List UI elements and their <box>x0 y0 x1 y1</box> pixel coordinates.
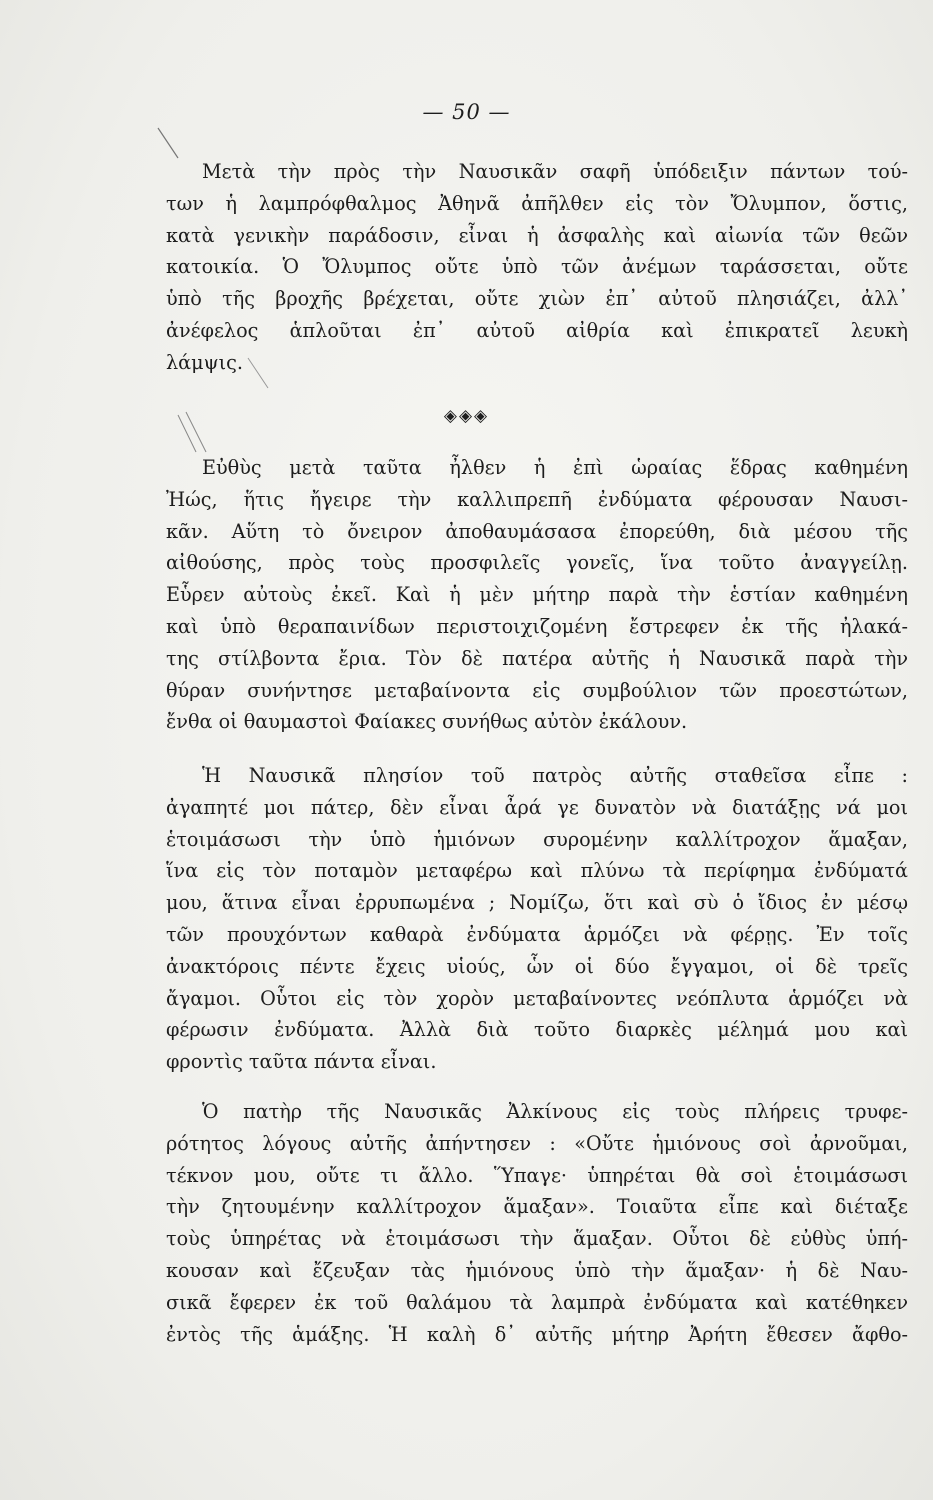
text-line: της στίλβοντα ἔρια. Τὸν δὲ πατέρα αὐτῆς ἡ Ναυσικᾶ παρὰ τὴν <box>166 646 908 670</box>
text-line: φέρωσιν ἐνδύματα. Ἀλλὰ διὰ τοῦτο διαρκὲς μέλημά μου καὶ <box>166 1018 908 1042</box>
text-line: ἀνέφελος ἁπλοῦται ἐπ᾽ αὐτοῦ αἰθρία καὶ ἐπικρατεῖ λευκὴ <box>166 318 908 342</box>
text-line: ὑπὸ τῆς βροχῆς βρέχεται, οὔτε χιὼν ἐπ᾽ αὐτοῦ πλησιάζει, ἀλλ᾽ <box>166 287 908 311</box>
text-line: Ἡ Ναυσικᾶ πλησίον τοῦ πατρὸς αὐτῆς σταθεῖσα εἶπε : <box>202 764 908 787</box>
text-line: κουσαν καὶ ἔζευξαν τὰς ἡμιόνους ὑπὸ τὴν ἅμαξαν· ἡ δὲ Ναυ- <box>166 1258 908 1282</box>
text-line: τῶν προυχόντων καθαρὰ ἐνδύματα ἁρμόζει νὰ φέρῃς. Ἐν τοῖς <box>166 922 908 946</box>
text-line: ἐντὸς τῆς ἁμάξης. Ἡ καλὴ δ᾽ αὐτῆς μήτηρ Ἀρήτη ἔθεσεν ἄφθο- <box>166 1322 908 1346</box>
text-line: τὴν ζητουμένην καλλίτροχον ἅμαξαν». Τοιαῦτα εἶπε καὶ διέταξε <box>166 1195 908 1219</box>
text-line: σικᾶ ἔφερεν ἐκ τοῦ θαλάμου τὰ λαμπρὰ ἐνδύματα καὶ κατέθηκεν <box>166 1290 908 1314</box>
text-line: ἑτοιμάσωσι τὴν ὑπὸ ἡμιόνων συρομένην καλλίτροχον ἅμαξαν, <box>166 827 908 851</box>
paragraph-3 <box>166 760 908 1078</box>
text-line: ἔνθα οἱ θαυμαστοὶ Φαίακες συνήθως αὐτὸν ἐκάλουν. <box>166 710 688 734</box>
text-line: θύραν συνήντησε μεταβαίνοντα εἰς συμβούλιον τῶν προεστώτων, <box>166 678 908 702</box>
text-line: ρότητος λόγους αὐτῆς ἀπήντησεν : «Οὔτε ἡμιόνους σοὶ ἀρνοῦμαι, <box>166 1131 908 1155</box>
paragraph-1 <box>166 156 908 379</box>
text-line: λάμψις. <box>166 350 244 374</box>
text-line: Μετὰ τὴν πρὸς τὴν Ναυσικᾶν σαφῆ ὑπόδειξιν πάντων τού- <box>202 160 908 183</box>
text-line: ἵνα εἰς τὸν ποταμὸν μεταφέρω καὶ πλύνω τὰ περίφημα ἐνδύματά <box>166 859 908 883</box>
text-line: μου, ἅτινα εἶναι ἐρρυπωμένα ; Νομίζω, ὅτι καὶ σὺ ὁ ἴδιος ἐν μέσῳ <box>166 891 908 915</box>
text-line: κατοικία. Ὁ Ὄλυμπος οὔτε ὑπὸ τῶν ἀνέμων ταράσσεται, οὔτε <box>166 255 908 279</box>
text-line: τοὺς ὑπηρέτας νὰ ἑτοιμάσωσι τὴν ἅμαξαν. Οὗτοι δὲ εὐθὺς ὑπή- <box>166 1227 908 1251</box>
text-line: καὶ ὑπὸ θεραπαινίδων περιστοιχιζομένη ἔστρεφεν ἐκ τῆς ἠλακά- <box>166 614 908 638</box>
text-line: τέκνον μου, οὔτε τι ἄλλο. Ὕπαγε· ὑπηρέται θὰ σοὶ ἑτοιμάσωσι <box>166 1163 908 1187</box>
text-line: φροντὶς ταῦτα πάντα εἶναι. <box>166 1050 437 1074</box>
text-line: κᾶν. Αὕτη τὸ ὄνειρον ἀποθαυμάσασα ἐπορεύθη, διὰ μέσου τῆς <box>166 519 908 543</box>
text-line: Ὁ πατὴρ τῆς Ναυσικᾶς Ἀλκίνους εἰς τοὺς πλήρεις τρυφε- <box>202 1100 908 1123</box>
text-line: Εὗρεν αὐτοὺς ἐκεῖ. Καὶ ἡ μὲν μήτηρ παρὰ τὴν ἑστίαν καθημένη <box>166 583 908 607</box>
text-line: ἀνακτόροις πέντε ἔχεις υἱούς, ὧν οἱ δύο ἔγγαμοι, οἱ δὲ τρεῖς <box>166 954 908 978</box>
page-number: — 50 — <box>422 100 511 124</box>
paragraph-4 <box>166 1096 908 1350</box>
text-line: Εὐθὺς μετὰ ταῦτα ἦλθεν ἡ ἐπὶ ὡραίας ἕδρας καθημένη <box>202 456 908 479</box>
text-line: των ἡ λαμπρόφθαλμος Ἀθηνᾶ ἀπῆλθεν εἰς τὸν Ὄλυμπον, ὅστις, <box>166 191 908 215</box>
paragraph-2 <box>166 452 908 738</box>
text-line: Ἠώς, ἥτις ἤγειρε τὴν καλλιπρεπῆ ἐνδύματα φέρουσαν Ναυσι- <box>166 487 908 511</box>
text-line: ἀγαπητέ μοι πάτερ, δὲν εἶναι ἆρά γε δυνατὸν νὰ διατάξῃς νά μοι <box>166 795 908 819</box>
text-line: κατὰ γενικὴν παράδοσιν, εἶναι ἡ ἀσφαλὴς καὶ αἰωνία τῶν θεῶν <box>166 223 908 247</box>
text-line: ἄγαμοι. Οὗτοι εἰς τὸν χορὸν μεταβαίνοντες νεόπλυτα ἁρμόζει νὰ <box>166 986 908 1010</box>
text-line: αἰθούσης, πρὸς τοὺς προσφιλεῖς γονεῖς, ἵνα τοῦτο ἀναγγείλῃ. <box>166 551 908 575</box>
section-ornament: ◈◈◈ <box>443 406 490 426</box>
